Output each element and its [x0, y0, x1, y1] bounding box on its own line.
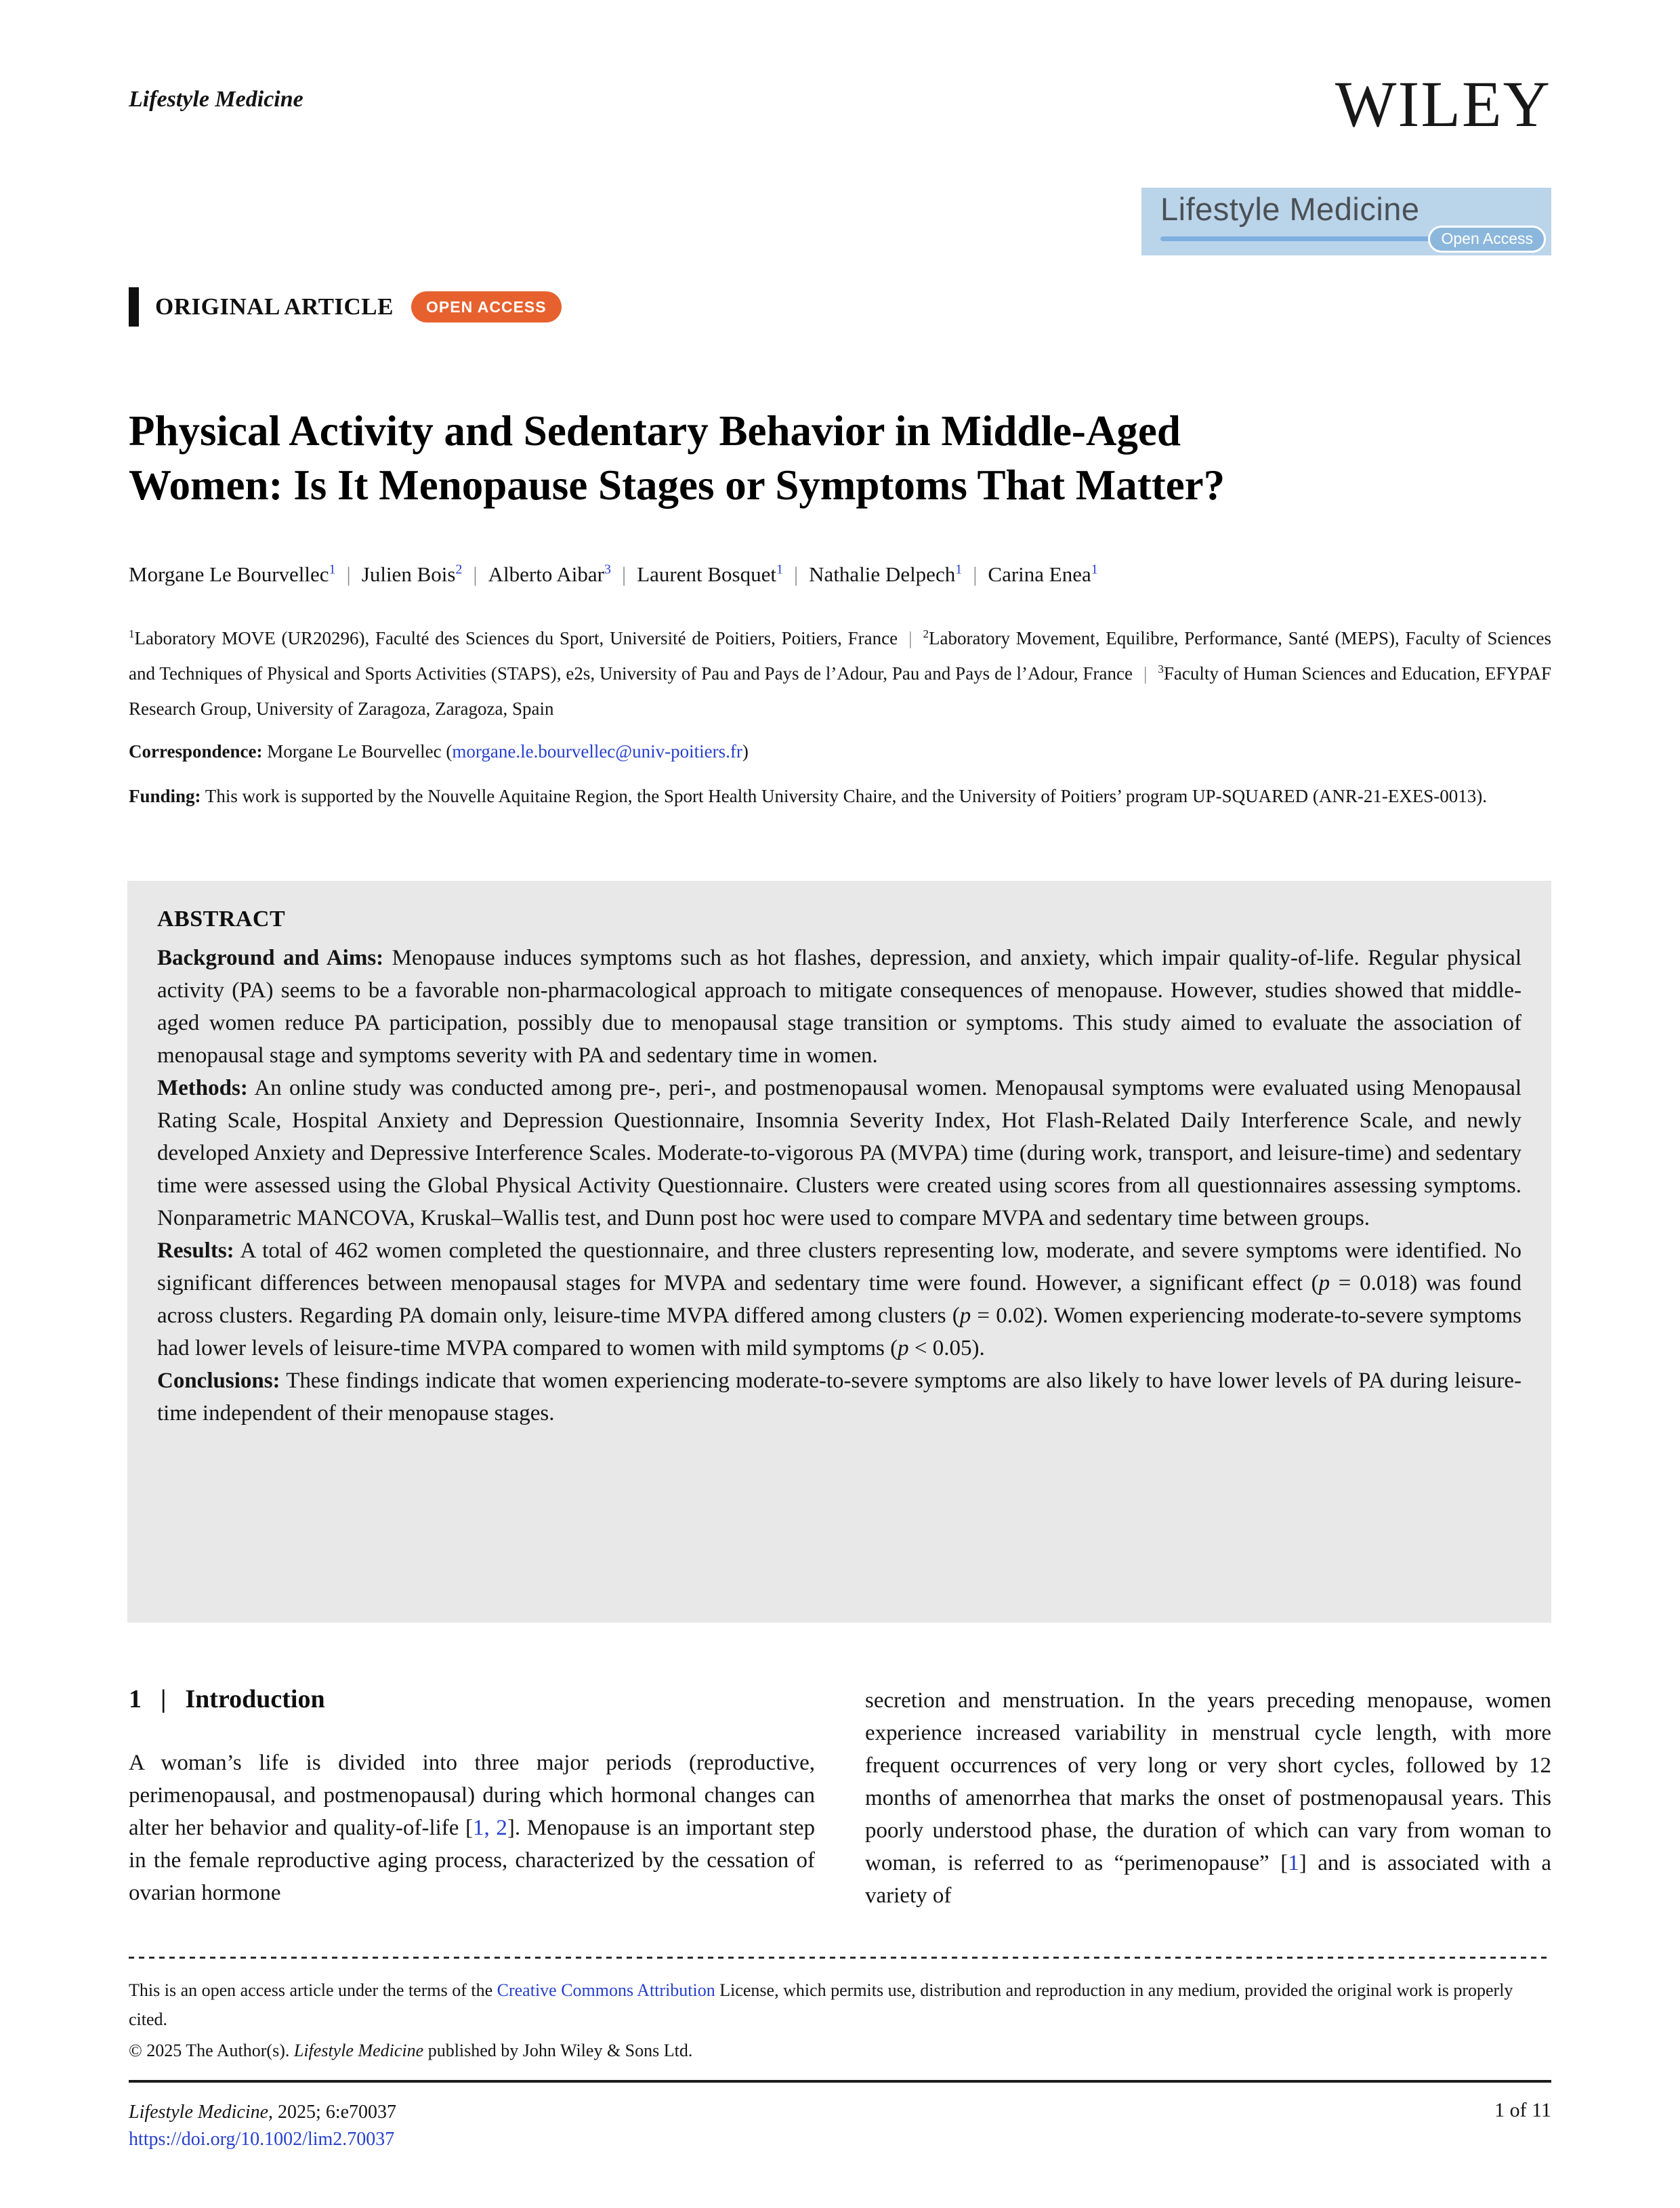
affiliation-number: 2 — [923, 627, 929, 640]
open-access-badge: OPEN ACCESS — [411, 291, 562, 322]
author-affiliation-ref[interactable]: 1 — [955, 562, 963, 577]
affiliations — [129, 621, 1551, 726]
article-type-row — [129, 287, 562, 327]
separator: | — [473, 562, 478, 586]
correspondence: Correspondence: Morgane Le Bourvellec (morgane.le.bourvellec@univ-poitiers.fr) — [129, 741, 749, 762]
article-type-bar — [129, 287, 139, 327]
title-line-1: Physical Activity and Sedentary Behavior in Middle-Aged — [129, 407, 1181, 455]
author: Carina Enea$^1$ — [988, 562, 1098, 586]
correspondence-email-link[interactable]: morgane.le.bourvellec@univ-poitiers.fr — [452, 741, 742, 762]
title-line-2: Women: Is It Menopause Stages or Symptoms That Matter? — [129, 461, 1225, 509]
funding-label: Funding: — [129, 786, 201, 806]
author-affiliation-ref[interactable]: 1 — [776, 562, 783, 577]
author: Alberto Aibar$^3$ — [488, 562, 611, 586]
article-type-label: ORIGINAL ARTICLE — [155, 293, 394, 320]
footer-rule — [129, 2080, 1551, 2083]
journal-citation: Lifestyle Medicine, 2025; 6:e70037 — [129, 2102, 397, 2123]
separator: | — [346, 562, 351, 586]
author-affiliation-ref[interactable]: 2 — [455, 562, 463, 577]
creative-commons-link[interactable]: Creative Commons Attribution — [497, 1980, 715, 2000]
doi-link[interactable]: https://doi.org/10.1002/lim2.70037 — [129, 2129, 395, 2150]
open-access-pill: Open Access — [1428, 226, 1546, 253]
intro-paragraph-right-column: secretion and menstruation. In the years preceding menopause, women experience increased variability in menstrual cycle length, with more frequent occurrences of very long or very short cycles, followed by 12 months of amenorrhea that marks the onset of postmenopausal years. This poorly understood phase, the duration of which can vary from woman to woman, is referred to as “perimenopause” [1] and is associated with a variety of — [865, 1688, 1551, 1908]
footer-citation — [129, 2099, 396, 2153]
author-affiliation-ref[interactable]: 1 — [1091, 562, 1098, 577]
affiliation-number: 1 — [129, 627, 135, 640]
dashed-divider — [129, 1957, 1551, 1959]
affiliation: Laboratory MOVE (UR20296), Faculté des Sciences du Sport, Université de Poitiers, Poitiers, France — [134, 628, 898, 648]
section-title: Introduction — [185, 1685, 325, 1713]
separator: | — [1143, 663, 1148, 684]
license-note: This is an open access article under the terms of the Creative Commons Attribution License, which permits use, distribution and reproduction in any medium, provided the original work is properly cited. — [129, 1980, 1513, 2029]
abstract-box — [127, 881, 1551, 1623]
abstract-heading: ABSTRACT — [157, 907, 286, 932]
page-title — [129, 404, 1551, 512]
reference-link[interactable]: 1 — [1288, 1851, 1299, 1875]
abstract-methods: Methods: An online study was conducted among pre-, peri-, and postmenopausal women. Menopausal symptoms were evaluated using Menopausal Rating Scale, Hospital Anxiety and Depression Questionnaire, Insomnia Severity Index, Hot Flash-Related Daily Interference Scale, and newly developed Anxiety and Depressive Interference Scales. Moderate-to-vigorous PA (MVPA) time (during work, transport, and leisure-time) and sedentary time were assessed using the Global Physical Activity Questionnaire. Clusters were created using scores from all questionnaires assessing symptoms. Nonparametric MANCOVA, Kruskal–Wallis test, and Dunn post hoc were used to compare MVPA and sedentary time between groups. — [157, 1076, 1521, 1230]
page-number: 1 of 11 — [1494, 2099, 1551, 2121]
separator: | — [908, 628, 912, 648]
author: Morgane Le Bourvellec$^1$ — [129, 562, 336, 586]
separator: | — [973, 562, 978, 586]
reference-link[interactable]: 1, 2 — [473, 1816, 507, 1840]
author-affiliation-ref[interactable]: 1 — [329, 562, 336, 577]
author: Laurent Bosquet$^1$ — [637, 562, 783, 586]
abstract-conclusions: Conclusions: These findings indicate that women experiencing moderate-to-severe symptoms are also likely to have lower levels of PA during leisure-time independent of their menopause stages. — [157, 1369, 1521, 1425]
section-number: 1 — [129, 1685, 142, 1713]
separator: | — [161, 1685, 167, 1713]
section-heading-introduction — [129, 1684, 325, 1714]
author: Julien Bois$^2$ — [361, 562, 463, 586]
author-affiliation-ref[interactable]: 3 — [604, 562, 611, 577]
running-head: Lifestyle Medicine — [129, 87, 303, 112]
author-list — [129, 562, 1551, 587]
funding: Funding: This work is supported by the Nouvelle Aquitaine Region, the Sport Health University Chaire, and the University of Poitiers’ program UP-SQUARED (ANR-21-EXES-0013). — [129, 786, 1488, 806]
affiliation: Faculty of Human Sciences and Education, EFYPAF Research Group, University of Zaragoza, Zaragoza, Spain — [129, 663, 1551, 719]
author: Nathalie Delpech$^1$ — [809, 562, 963, 586]
journal-banner — [1141, 188, 1551, 255]
separator: | — [793, 562, 799, 586]
affiliation-number: 3 — [1158, 663, 1164, 675]
separator: | — [621, 562, 627, 586]
abstract-background: Background and Aims: Menopause induces symptoms such as hot flashes, depression, and anxiety, which impair quality-of-life. Regular physical activity (PA) seems to be a favorable non-pharmacological approach to mitigate consequences of menopause. However, studies showed that middle-aged women reduce PA participation, possibly due to menopausal stage transition or symptoms. This study aimed to evaluate the association of menopausal stage and symptoms severity with PA and sedentary time in women. — [157, 946, 1521, 1068]
wiley-logo: WILEY — [1335, 68, 1551, 140]
abstract-results: Results: A total of 462 women completed the questionnaire, and three clusters representing low, moderate, and severe symptoms were identified. No significant differences between menopausal stages for MVPA and sedentary time were found. However, a significant effect (p = 0.018) was found across clusters. Regarding PA domain only, leisure-time MVPA differed among clusters (p = 0.02). Women experiencing moderate-to-severe symptoms had lower levels of leisure-time MVPA compared to women with mild symptoms (p < 0.05). — [157, 1238, 1521, 1360]
correspondence-label: Correspondence: — [129, 741, 263, 762]
copyright-line: © 2025 The Author(s). Lifestyle Medicine published by John Wiley & Sons Ltd. — [129, 2041, 693, 2060]
affiliation: Laboratory Movement, Equilibre, Performance, Santé (MEPS), Faculty of Sciences and Techniques of Physical and Sports Activities (STAPS), e2s, University of Pau and Pays de l’Adour, Pau and Pays de l’Adour, France — [129, 628, 1551, 684]
journal-banner-title: Lifestyle Medicine — [1160, 191, 1420, 227]
intro-paragraph-left-column: A woman’s life is divided into three major periods (reproductive, perimenopausal, and postmenopausal) during which hormonal changes can alter her behavior and quality-of-life [1, 2]. Menopause is an important step in the female reproductive aging process, characterized by the cessation of ovarian hormone — [129, 1751, 816, 1905]
